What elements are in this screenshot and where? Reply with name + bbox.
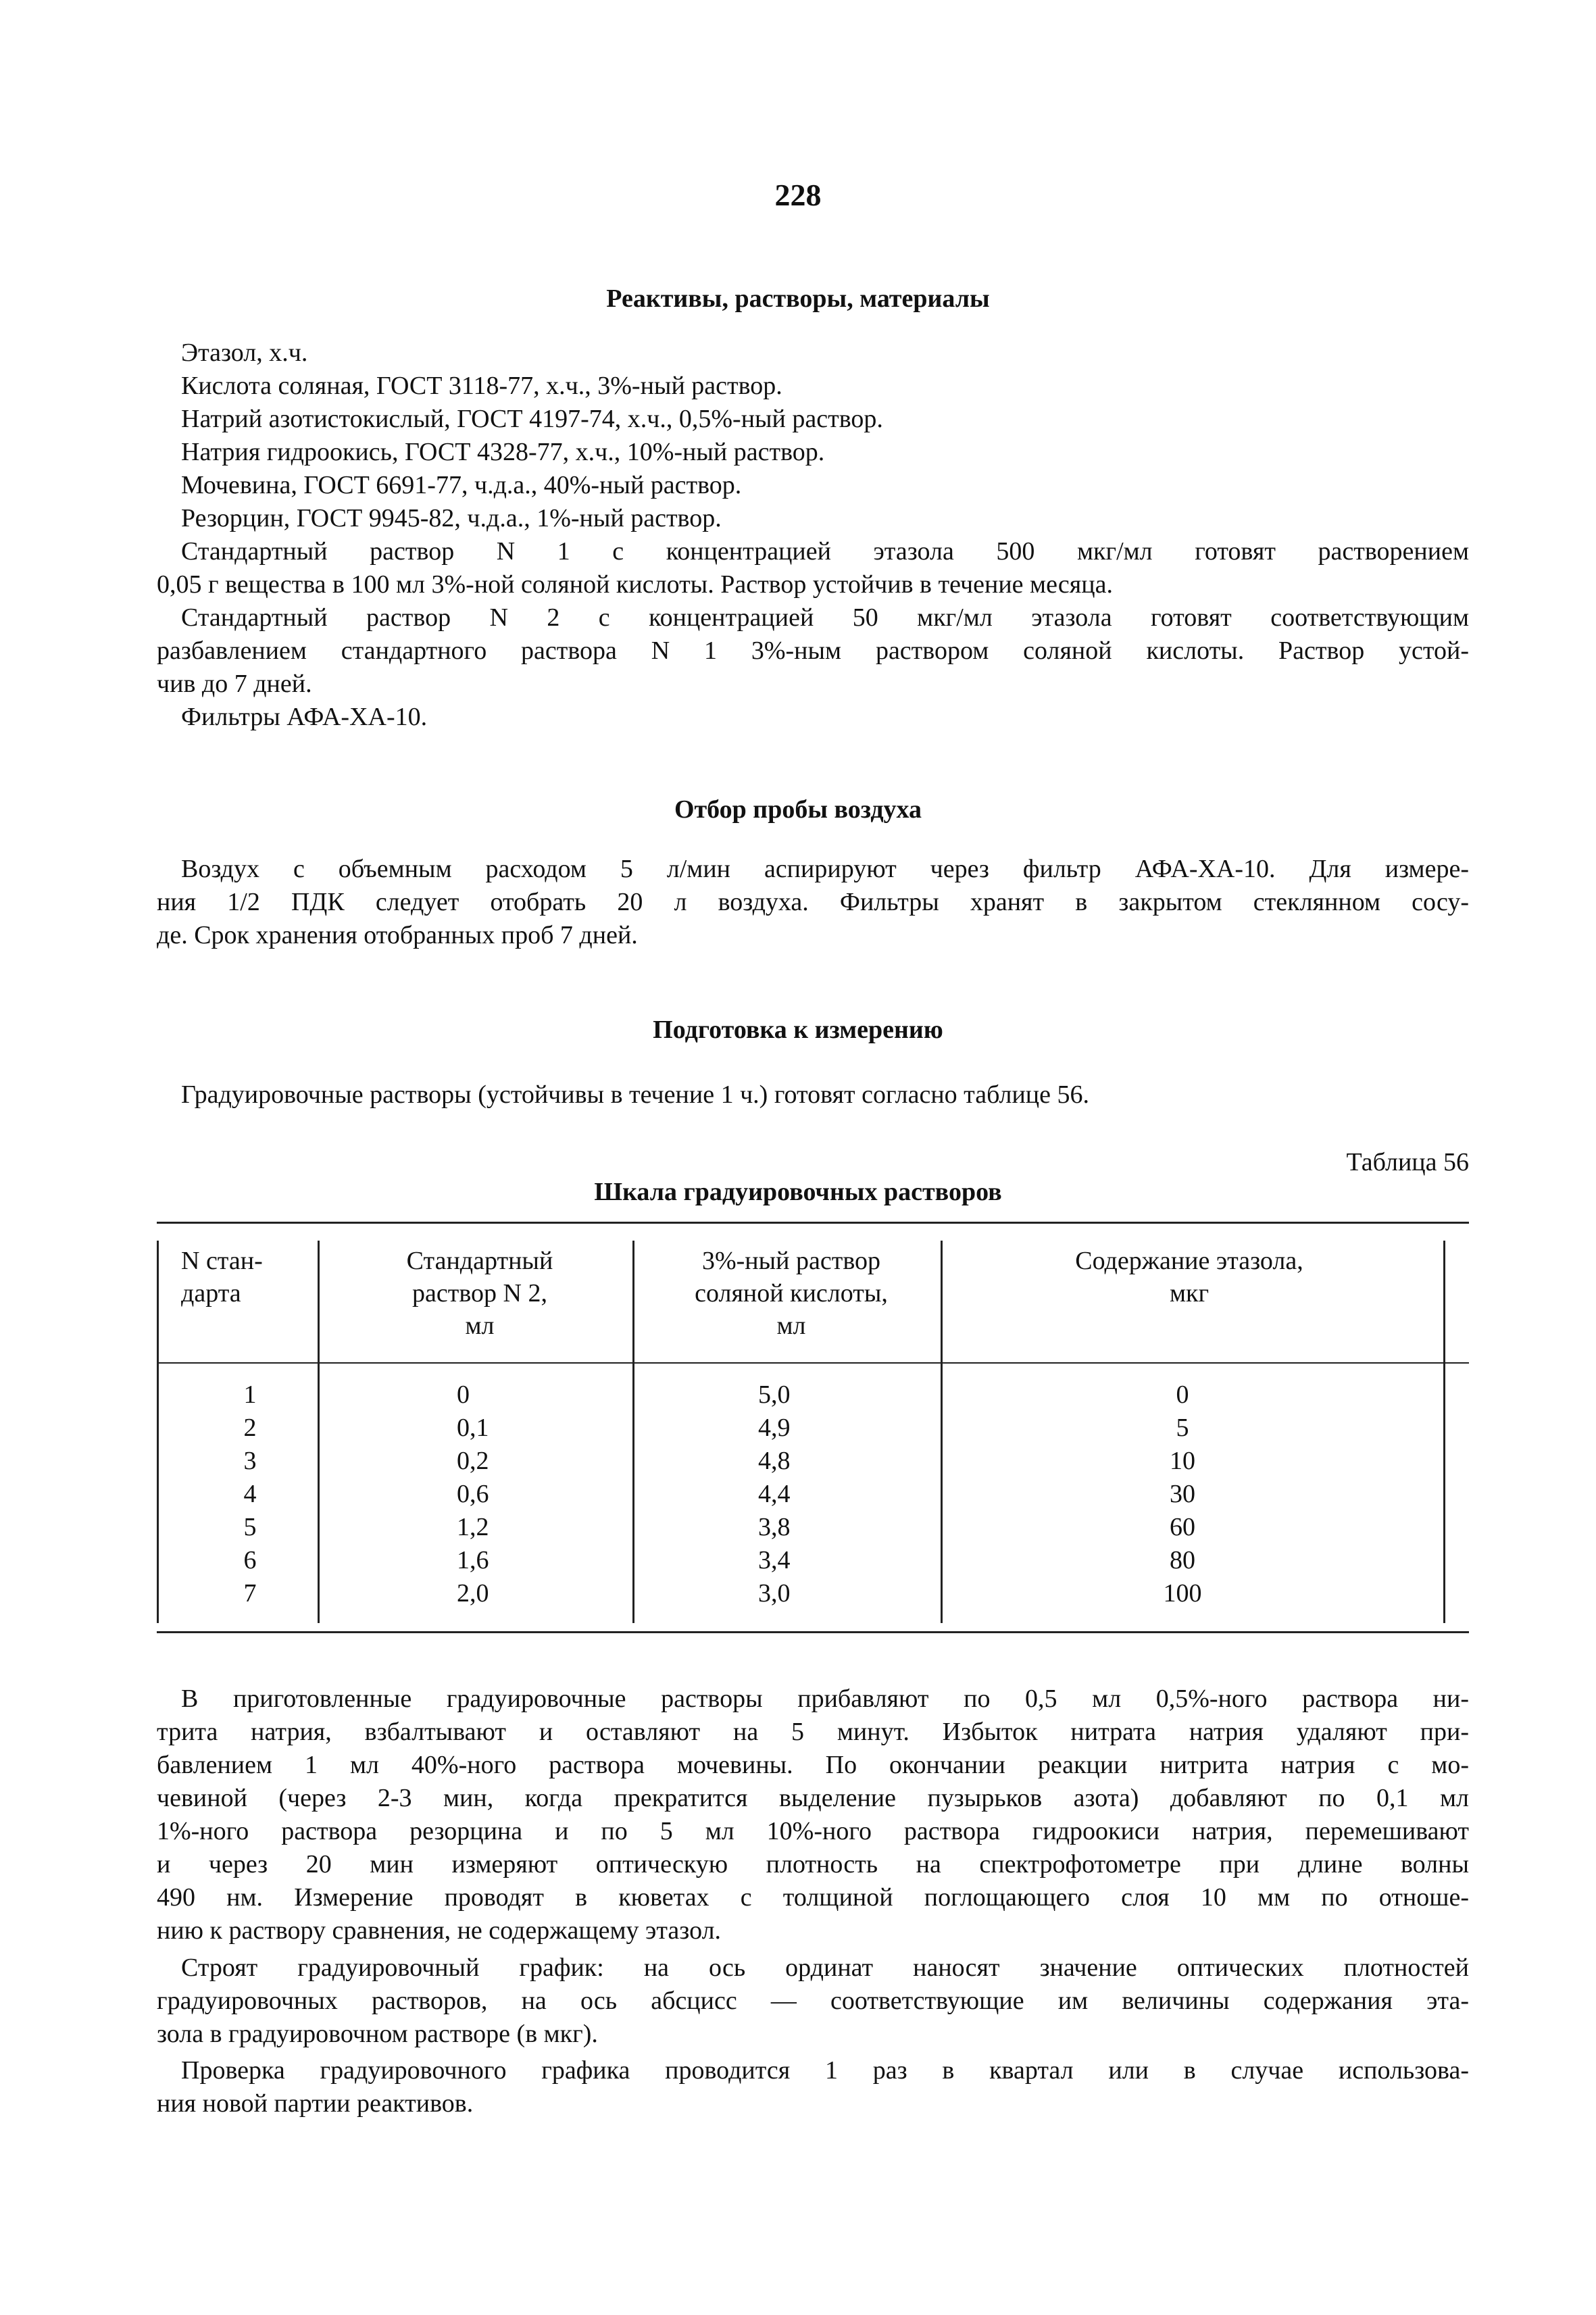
table-cell: 6 bbox=[243, 1546, 257, 1574]
header-text: соляной кислоты, bbox=[695, 1279, 888, 1308]
paragraph-line: градуировочных растворов, на ось абсцисс — соответствующие им величины содержания эта- bbox=[157, 1987, 1469, 2015]
standard-solution-2-line: Стандартный раствор N 2 с концентрацией 50 мкг/мл этазола готовят соответствующим bbox=[181, 603, 1469, 632]
standard-solution-1-line: Стандартный раствор N 1 с концентрацией этазола 500 мкг/мл готовят растворением bbox=[181, 537, 1469, 566]
table-header-rule bbox=[157, 1362, 1469, 1364]
table-cell: 0 bbox=[457, 1380, 470, 1409]
section-heading-reagents: Реактивы, растворы, материалы bbox=[606, 284, 990, 313]
table-cell: 3,4 bbox=[758, 1546, 791, 1574]
paragraph-line: Проверка градуировочного графика проводится 1 раз в квартал или в случае использова- bbox=[181, 2056, 1469, 2085]
paragraph-line: ния 1/2 ПДК следует отобрать 20 л воздуха. Фильтры хранят в закрытом стеклянном сосу- bbox=[157, 888, 1469, 916]
table-cell: 80 bbox=[1170, 1546, 1195, 1574]
column-hcl-volume bbox=[758, 1378, 839, 1610]
table-divider bbox=[632, 1241, 634, 1623]
table-cell: 5 bbox=[1176, 1414, 1189, 1442]
paragraph-line: бавлением 1 мл 40%-ного раствора мочевины. По окончании реакции нитрита натрия с мо- bbox=[157, 1751, 1469, 1779]
section-heading-air-sampling: Отбор пробы воздуха bbox=[674, 795, 922, 824]
standard-solution-1-line: 0,05 г вещества в 100 мл 3%-ной соляной кислоты. Раствор устойчив в течение месяца. bbox=[157, 570, 1113, 599]
column-ethazol-content bbox=[1142, 1378, 1223, 1610]
header-text: дарта bbox=[181, 1279, 241, 1308]
header-text: мл bbox=[776, 1312, 806, 1340]
table-cell: 0,2 bbox=[457, 1447, 489, 1475]
paragraph-line: зола в градуировочном растворе (в мкг). bbox=[157, 2020, 598, 2048]
table-cell: 0 bbox=[1176, 1380, 1189, 1409]
paragraph-line: де. Срок хранения отобранных проб 7 дней. bbox=[157, 921, 638, 949]
column-standard-solution-volume bbox=[457, 1378, 538, 1610]
paragraph-line: В приготовленные градуировочные растворы прибавляют по 0,5 мл 0,5%-ного раствора ни- bbox=[181, 1685, 1469, 1713]
table-cell: 4 bbox=[243, 1480, 257, 1508]
reagent-item: Натрия гидроокись, ГОСТ 4328-77, х.ч., 10%-ный раствор. bbox=[181, 438, 825, 466]
standard-solution-2-line: чив до 7 дней. bbox=[157, 670, 312, 698]
header-text: N стан- bbox=[181, 1247, 263, 1275]
column-standard-number bbox=[223, 1378, 277, 1610]
verification-paragraph bbox=[157, 2054, 1469, 2120]
paragraph-line: 1%-ного раствора резорцина и по 5 мл 10%-ного раствора гидроокиси натрия, перемешивают bbox=[157, 1817, 1469, 1845]
table-title: Шкала градуировочных растворов bbox=[594, 1178, 1002, 1206]
reagent-item: Кислота соляная, ГОСТ 3118-77, х.ч., 3%-ный раствор. bbox=[181, 372, 782, 400]
header-text: мкг bbox=[1169, 1279, 1210, 1308]
table-cell: 7 bbox=[243, 1579, 257, 1608]
header-text: раствор N 2, bbox=[412, 1279, 547, 1308]
header-ethazol-content bbox=[973, 1245, 1405, 1310]
table-cell: 4,4 bbox=[758, 1480, 791, 1508]
page-number: 228 bbox=[774, 178, 822, 212]
header-standard-number bbox=[181, 1245, 309, 1310]
table-cell: 5,0 bbox=[758, 1380, 791, 1409]
reagent-item: Натрий азотистокислый, ГОСТ 4197-74, х.ч., 0,5%-ный раствор. bbox=[181, 405, 883, 433]
header-standard-solution-volume bbox=[351, 1245, 608, 1342]
paragraph-line: ния новой партии реактивов. bbox=[157, 2089, 474, 2118]
header-text: 3%-ный раствор bbox=[701, 1247, 881, 1275]
standard-solution-2-line: разбавлением стандартного раствора N 1 3%-ным раствором соляной кислоты. Раствор устой- bbox=[157, 637, 1469, 665]
table-cell: 4,9 bbox=[758, 1414, 791, 1442]
reagent-item: Мочевина, ГОСТ 6691-77, ч.д.а., 40%-ный раствор. bbox=[181, 471, 742, 499]
paragraph-line: трита натрия, взбалтывают и оставляют на 5 минут. Избыток нитрата натрия удаляют при- bbox=[157, 1718, 1469, 1746]
table-border-right bbox=[1443, 1241, 1445, 1623]
paragraph-line: нию к раствору сравнения, не содержащему этазол. bbox=[157, 1916, 722, 1945]
preparation-intro bbox=[157, 1078, 1469, 1112]
reagent-item: Резорцин, ГОСТ 9945-82, ч.д.а., 1%-ный раствор. bbox=[181, 504, 722, 532]
table-cell: 0,6 bbox=[457, 1480, 489, 1508]
table-cell: 3,0 bbox=[758, 1579, 791, 1608]
table-divider bbox=[941, 1241, 943, 1623]
paragraph-line: Градуировочные растворы (устойчивы в течение 1 ч.) готовят согласно таблице 56. bbox=[181, 1080, 1089, 1109]
paragraph-line: 490 нм. Измерение проводят в кюветах с толщиной поглощающего слоя 10 мм по отноше- bbox=[157, 1883, 1469, 1912]
table-cell: 0,1 bbox=[457, 1414, 489, 1442]
table-bottom-rule bbox=[157, 1631, 1469, 1633]
table-cell: 60 bbox=[1170, 1513, 1195, 1541]
section-heading-preparation: Подготовка к измерению bbox=[653, 1016, 943, 1044]
table-caption: Таблица 56 bbox=[1346, 1148, 1469, 1176]
table-cell: 5 bbox=[243, 1513, 257, 1541]
table-cell: 1,2 bbox=[457, 1513, 489, 1541]
header-text: Содержание этазола, bbox=[1075, 1247, 1303, 1275]
header-text: мл bbox=[465, 1312, 495, 1340]
header-text: Стандартный bbox=[406, 1247, 553, 1275]
header-hcl-volume bbox=[659, 1245, 923, 1342]
air-sampling-paragraph bbox=[157, 853, 1469, 952]
reagent-item: Этазол, х.ч. bbox=[181, 339, 308, 367]
table-cell: 3,8 bbox=[758, 1513, 791, 1541]
table-cell: 4,8 bbox=[758, 1447, 791, 1475]
reagents-list bbox=[157, 337, 1469, 734]
procedure-paragraph bbox=[157, 1683, 1469, 1947]
table-cell: 3 bbox=[243, 1447, 257, 1475]
table-cell: 10 bbox=[1170, 1447, 1195, 1475]
paragraph-line: и через 20 мин измеряют оптическую плотность на спектрофотометре при длине волны bbox=[157, 1850, 1469, 1878]
table-cell: 1 bbox=[243, 1380, 257, 1409]
table-top-rule bbox=[157, 1222, 1469, 1224]
graph-paragraph bbox=[157, 1951, 1469, 2051]
table-divider bbox=[318, 1241, 320, 1623]
paragraph-line: Строят градуировочный график: на ось ординат наносят значение оптических плотностей bbox=[181, 1953, 1469, 1982]
table-cell: 100 bbox=[1163, 1579, 1202, 1608]
table-cell: 2,0 bbox=[457, 1579, 489, 1608]
table-cell: 30 bbox=[1170, 1480, 1195, 1508]
paragraph-line: Воздух с объемным расходом 5 л/мин аспирируют через фильтр АФА-ХА-10. Для измере- bbox=[181, 855, 1469, 883]
filters-item: Фильтры АФА-ХА-10. bbox=[181, 703, 428, 731]
paragraph-line: чевиной (через 2-3 мин, когда прекратится выделение пузырьков азота) добавляют по 0,1 мл bbox=[157, 1784, 1469, 1812]
table-border-left bbox=[157, 1241, 159, 1623]
table-cell: 2 bbox=[243, 1414, 257, 1442]
table-cell: 1,6 bbox=[457, 1546, 489, 1574]
